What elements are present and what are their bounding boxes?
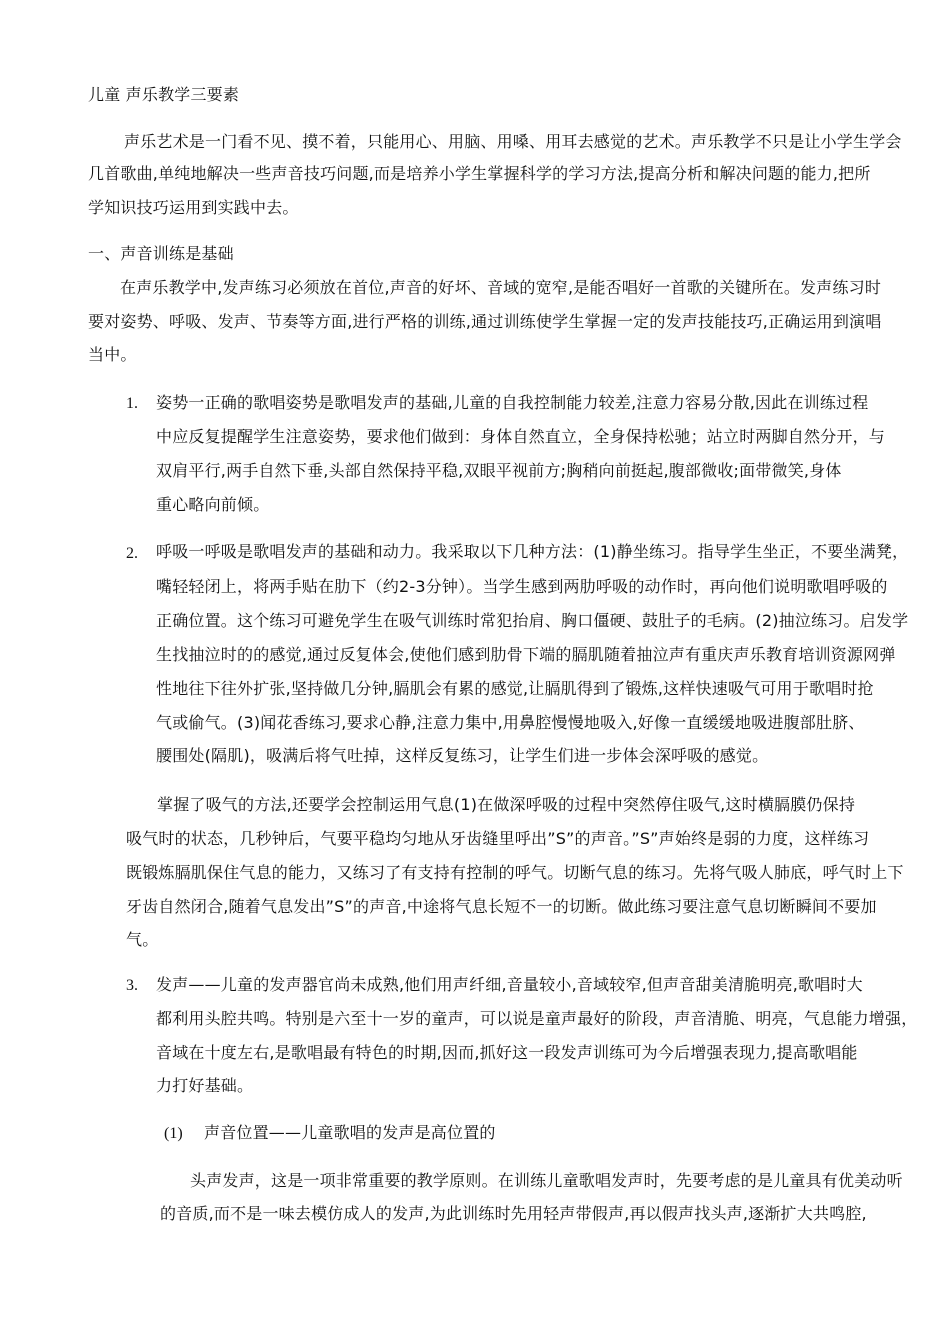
list-item-line: 都利用头腔共鸣。特别是六至十一岁的童声，可以说是童声最好的阶段，声音清脆、明亮，气息能力增强， [156,1009,918,1028]
paragraph-line: 既锻炼膈肌保住气息的能力，又练习了有支持有控制的呼气。切断气息的练习。先将气吸人肺底，呼气时上下 [126,863,904,882]
intro-line-2: 几首歌曲,单纯地解决一些声音技巧问题,而是培养小学生掌握科学的学习方法,提高分析和解决问题的能力,把所 [88,164,871,183]
section-para-line-1: 在声乐教学中,发声练习必须放在首位,声音的好坏、音域的宽窄,是能否唱好一首歌的关键所在。发声练习时 [120,278,882,297]
list-number: 3. [126,977,138,994]
list-number: 1. [126,395,138,412]
list-item-line: 呼吸一呼吸是歌唱发声的基础和动力。我采取以下几种方法：(1)静坐练习。指导学生坐正，不要坐满凳， [156,542,909,561]
sub-number: (1) [164,1125,183,1142]
list-item-line: 嘴轻轻闭上，将两手贴在肋下（约2-3分钟）。当学生感到两肋呼吸的动作时，再向他们说明歌唱呼吸的 [156,577,888,596]
intro-line-3: 学知识技巧运用到实践中去。 [88,198,299,217]
list-item-line: 音域在十度左右,是歌唱最有特色的时期,因而,抓好这一段发声训练可为今后增强表现力,提高歌唱能 [156,1043,858,1062]
sub-para-line: 的音质,而不是一味去模仿成人的发声,为此训练时先用轻声带假声,再以假声找头声,逐渐扩大共鸣腔, [160,1204,867,1223]
list-item-line: 气或偷气。(3)闻花香练习,要求心静,注意力集中,用鼻腔慢慢地吸入,好像一直缓缓地吸进腹部肚脐、 [156,713,865,732]
paragraph-line: 气。 [126,930,159,949]
list-item-line: 中应反复提醒学生注意姿势，要求他们做到：身体自然直立，全身保持松驰；站立时两脚自然分开，与 [156,427,886,446]
paragraph-line: 吸气时的状态，几秒钟后，气要平稳均匀地从牙齿缝里呼出”S”的声音。”S”声始终是弱的力度，这样练习 [126,829,870,848]
list-number: 2. [126,545,138,562]
list-item-line: 发声——儿童的发声器官尚未成熟,他们用声纤细,音量较小,音域较窄,但声音甜美清脆明亮,歌唱时大 [156,975,863,994]
sub-para-line: 头声发声，这是一项非常重要的教学原则。在训练儿童歌唱发声时，先要考虑的是儿童具有优美动听 [190,1171,903,1190]
list-item-line: 双肩平行,两手自然下垂,头部自然保持平稳,双眼平视前方;胸稍向前挺起,腹部微收;面带微笑,身体 [156,461,842,480]
intro-line-1: 声乐艺术是一门看不见、摸不着，只能用心、用脑、用嗓、用耳去感觉的艺术。声乐教学不只是让小学生学会 [124,132,902,151]
sub-heading: 声音位置——儿童歌唱的发声是高位置的 [204,1123,496,1142]
list-item-line: 性地往下往外扩张,坚持做几分钟,膈肌会有累的感觉,让膈肌得到了锻炼,这样快速吸气可用于歌唱时抢 [156,679,874,698]
section-heading: 一、声音训练是基础 [88,244,234,263]
section-para-line-3: 当中。 [88,345,137,364]
section-para-line-2: 要对姿势、呼吸、发声、节奏等方面,进行严格的训练,通过训练使学生掌握一定的发声技能技巧,正确运用到演唱 [88,312,882,331]
list-item-line: 力打好基础。 [156,1076,254,1095]
list-item-line: 腰围处(隔肌)，吸满后将气吐掉，这样反复练习，让学生们进一步体会深呼吸的感觉。 [156,746,769,765]
page-title: 儿童 声乐教学三要素 [88,85,240,104]
list-item-line: 姿势一正确的歌唱姿势是歌唱发声的基础,儿童的自我控制能力较差,注意力容易分散,因此在训练过程 [156,393,869,412]
list-item-line: 重心略向前倾。 [156,495,270,514]
list-item-line: 正确位置。这个练习可避免学生在吸气训练时常犯抬肩、胸口僵硬、鼓肚子的毛病。(2)抽泣练习。启发学 [156,611,909,630]
list-item-line: 生找抽泣时的的感觉,通过反复体会,使他们感到肋骨下端的膈肌随着抽泣声有重庆声乐教育培训资源网弹 [156,645,896,664]
paragraph-line: 牙齿自然闭合,随着气息发出”S”的声音,中途将气息长短不一的切断。做此练习要注意气息切断瞬间不要加 [126,897,877,916]
paragraph-line: 掌握了吸气的方法,还要学会控制运用气息(1)在做深呼吸的过程中突然停住吸气,这时横膈膜仍保持 [157,795,856,814]
